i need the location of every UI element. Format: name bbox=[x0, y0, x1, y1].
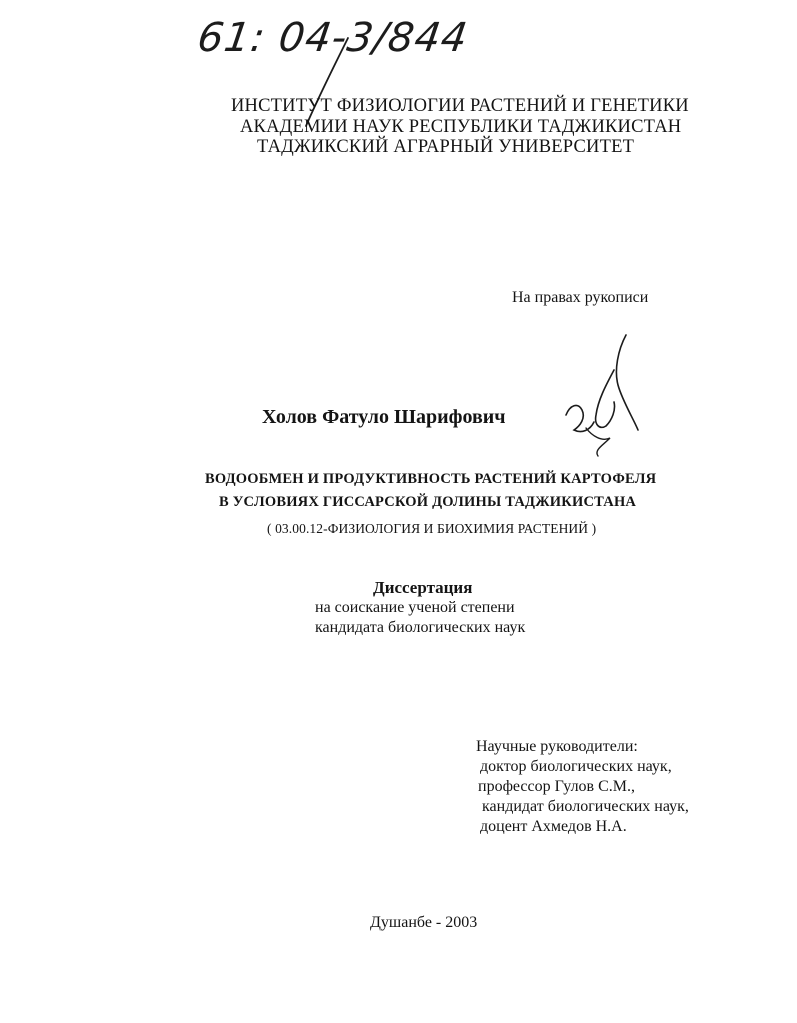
institution-line-3: ТАДЖИКСКИЙ АГРАРНЫЙ УНИВЕРСИТЕТ bbox=[257, 137, 635, 157]
supervisor-line-4: доцент Ахмедов Н.А. bbox=[480, 818, 627, 835]
supervisors-heading: Научные руководители: bbox=[476, 738, 638, 755]
author-name: Холов Фатуло Шарифович bbox=[262, 406, 506, 428]
rights-note: На правах рукописи bbox=[512, 289, 649, 306]
supervisor-line-3: кандидат биологических наук, bbox=[482, 798, 689, 815]
thesis-title-line-1: ВОДООБМЕН И ПРОДУКТИВНОСТЬ РАСТЕНИЙ КАРТОФЕЛЯ bbox=[205, 471, 657, 487]
supervisor-line-2: профессор Гулов С.М., bbox=[478, 778, 636, 795]
handwritten-note-text: 61: 04-3/844 bbox=[194, 15, 471, 61]
dissertation-line-1: на соискание ученой степени bbox=[315, 599, 515, 616]
supervisor-line-1: доктор биологических наук, bbox=[480, 758, 672, 775]
city-year: Душанбе - 2003 bbox=[370, 914, 478, 931]
specialty-code: ( 03.00.12-ФИЗИОЛОГИЯ И БИОХИМИЯ РАСТЕНИЙ ) bbox=[267, 521, 597, 536]
institution-line-2: АКАДЕМИИ НАУК РЕСПУБЛИКИ ТАДЖИКИСТАН bbox=[240, 117, 682, 137]
institution-line-1: ИНСТИТУТ ФИЗИОЛОГИИ РАСТЕНИЙ И ГЕНЕТИКИ bbox=[231, 96, 689, 116]
dissertation-heading: Диссертация bbox=[373, 578, 473, 597]
thesis-title-line-2: В УСЛОВИЯХ ГИССАРСКОЙ ДОЛИНЫ ТАДЖИКИСТАНА bbox=[219, 494, 637, 510]
handwritten-signature bbox=[556, 330, 646, 460]
dissertation-line-2: кандидата биологических наук bbox=[315, 619, 526, 636]
